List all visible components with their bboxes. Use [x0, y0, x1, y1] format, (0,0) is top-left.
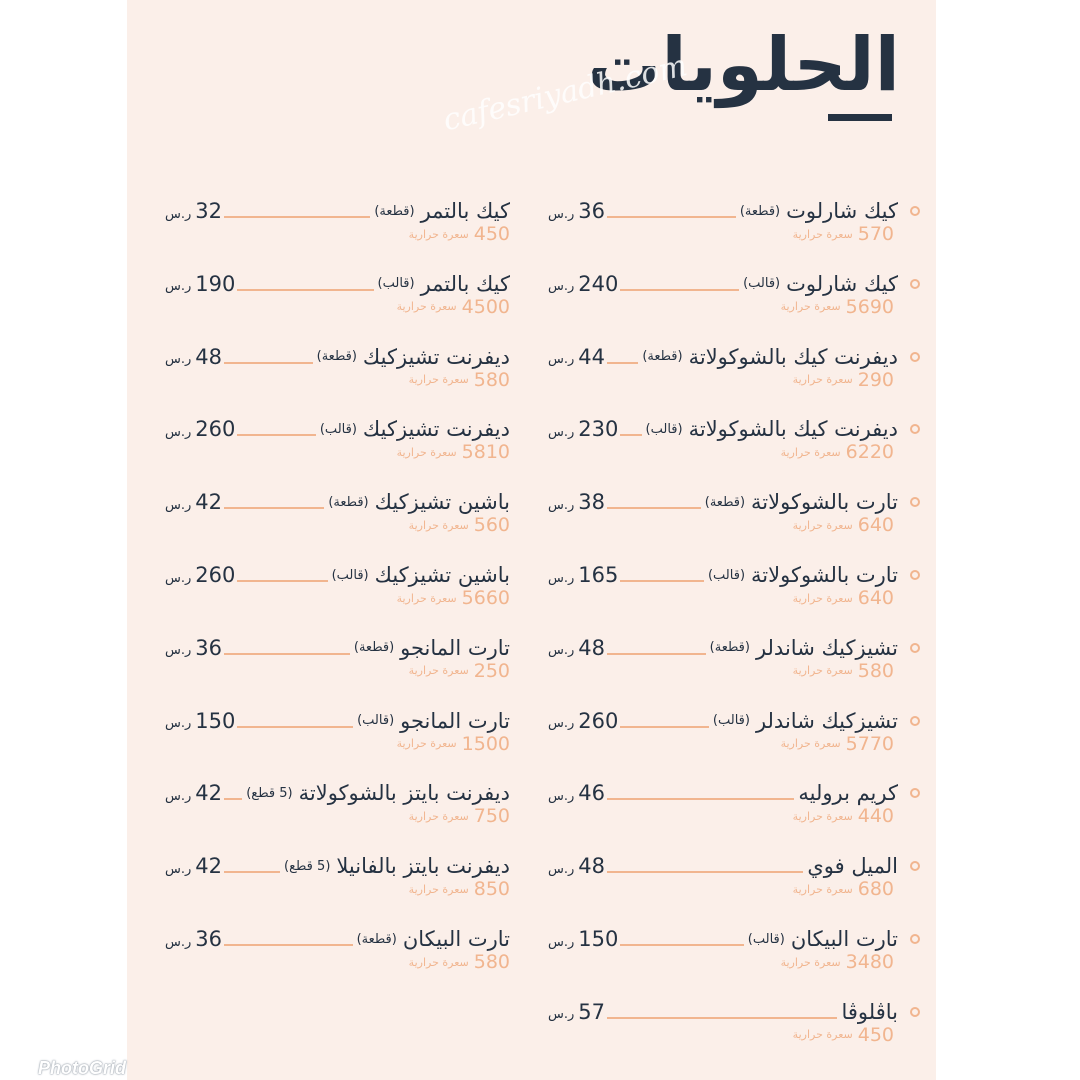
item-size: (قالب): [319, 421, 357, 437]
item-price: 260: [578, 708, 619, 733]
item-line: [165, 780, 510, 806]
currency-label: ر.س: [548, 934, 575, 950]
item-price: 190: [195, 271, 236, 296]
calorie-value: 640: [857, 514, 894, 537]
item-size: (قالب): [743, 276, 781, 292]
bullet-icon: [910, 352, 920, 362]
leader-line: [224, 362, 313, 364]
item-line: [165, 416, 510, 442]
menu-item: [165, 489, 510, 537]
currency-label: ر.س: [165, 279, 192, 295]
item-price: 48: [195, 344, 223, 369]
calorie-value: 290: [857, 368, 894, 391]
leader-line: [607, 507, 701, 509]
item-size: (قالب): [707, 567, 746, 583]
menu-item: [548, 271, 920, 319]
leader-line: [224, 798, 242, 800]
item-price: 38: [578, 490, 606, 515]
item-line: [165, 271, 510, 297]
bullet-icon: [910, 788, 920, 798]
calorie-value: 1500: [461, 732, 510, 755]
calorie-value: 5770: [845, 732, 894, 755]
calorie-label: سعرة حرارية: [408, 809, 469, 823]
item-price: 42: [195, 854, 223, 879]
menu-item: [165, 780, 510, 828]
calorie-value: 580: [473, 368, 510, 391]
item-calories: [781, 733, 894, 755]
currency-label: ر.س: [548, 206, 575, 222]
item-line: [548, 489, 920, 515]
leader-line: [607, 871, 803, 873]
bullet-icon: [910, 570, 920, 580]
item-line: [548, 562, 920, 588]
item-price: 42: [195, 781, 223, 806]
menu-item: [165, 708, 510, 756]
menu-item: [548, 780, 920, 828]
calorie-value: 6220: [845, 441, 894, 464]
item-price: 36: [578, 199, 606, 223]
item-calories: [793, 878, 894, 900]
leader-line: [620, 580, 704, 582]
item-price: 260: [195, 417, 236, 442]
item-name: ديفرنت بايتز بالشوكولاتة: [298, 781, 510, 806]
calorie-label: سعرة حرارية: [408, 227, 469, 241]
item-line: [165, 562, 510, 588]
bullet-icon: [910, 206, 920, 216]
item-calories: [781, 441, 894, 463]
calorie-value: 580: [473, 951, 510, 973]
calorie-label: سعرة حرارية: [408, 518, 469, 532]
calorie-label: سعرة حرارية: [792, 591, 853, 605]
item-line: [165, 344, 510, 370]
menu-item: [548, 344, 920, 392]
title-underline: [828, 114, 892, 121]
calorie-value: 570: [857, 223, 894, 245]
item-calories: [409, 951, 510, 973]
item-name: تارت المانجو: [400, 708, 510, 733]
item-price: 32: [195, 199, 223, 223]
calorie-label: سعرة حرارية: [792, 1028, 853, 1042]
item-calories: [409, 223, 510, 245]
item-name: تارت البيكان: [790, 927, 898, 951]
item-name: تارت البيكان: [402, 927, 510, 951]
item-name: باشين تشيزكيك: [374, 490, 510, 515]
calorie-value: 680: [857, 878, 894, 901]
menu-item: [165, 198, 510, 246]
calorie-label: سعرة حرارية: [780, 445, 841, 459]
item-name: كيك شارلوت: [786, 271, 898, 296]
page-title: الحلويات: [586, 22, 900, 108]
leader-line: [607, 1017, 837, 1019]
bullet-icon: [910, 643, 920, 653]
item-price: 240: [578, 271, 619, 296]
item-name: تشيزكيك شاندلر: [755, 708, 898, 733]
calorie-label: سعرة حرارية: [792, 518, 853, 532]
leader-line: [607, 798, 794, 800]
calorie-value: 450: [857, 1023, 894, 1046]
menu-item: [165, 562, 510, 610]
item-name: باڤلوڤا: [841, 999, 898, 1024]
item-calories: [793, 1024, 894, 1046]
menu-item: [165, 344, 510, 392]
item-price: 260: [195, 563, 236, 587]
calorie-label: سعرة حرارية: [792, 809, 853, 823]
currency-label: ر.س: [548, 643, 575, 659]
currency-label: ر.س: [165, 788, 192, 804]
currency-label: ر.س: [548, 1007, 575, 1023]
item-name: ديفرنت تشيزكيك: [362, 344, 510, 369]
calorie-label: سعرة حرارية: [396, 737, 457, 751]
item-calories: [397, 733, 510, 755]
item-line: [165, 635, 510, 661]
item-name: كيك شارلوت: [786, 199, 898, 223]
leader-line: [237, 726, 353, 728]
item-calories: [781, 951, 894, 973]
item-size: (قطعة): [316, 349, 357, 365]
item-line: [548, 271, 920, 297]
item-name: باشين تشيزكيك: [374, 563, 510, 587]
item-calories: [793, 587, 894, 609]
watermark: cafesriyadh.com: [439, 48, 691, 139]
item-calories: [793, 369, 894, 391]
calorie-value: 5660: [461, 587, 510, 609]
currency-label: ر.س: [548, 352, 575, 368]
item-size: (قالب): [712, 713, 750, 729]
item-price: 44: [578, 344, 606, 369]
item-line: [165, 926, 510, 952]
item-size: (قالب): [331, 567, 369, 583]
item-size: (قطعة): [709, 640, 750, 656]
item-calories: [397, 441, 510, 463]
item-name: تارت بالشوكولاتة: [751, 563, 898, 587]
item-size: (قالب): [357, 713, 395, 729]
currency-label: ر.س: [548, 424, 575, 440]
calorie-label: سعرة حرارية: [780, 300, 841, 314]
calorie-value: 850: [473, 878, 510, 901]
item-size: (قطعة): [642, 349, 683, 365]
item-size: (قطعة): [704, 494, 746, 510]
calorie-label: سعرة حرارية: [792, 664, 853, 678]
calorie-value: 640: [857, 587, 894, 609]
item-line: [548, 999, 920, 1025]
currency-label: ر.س: [548, 788, 575, 804]
item-price: 36: [195, 927, 223, 951]
bullet-icon: [910, 279, 920, 289]
item-name: الميل فوي: [807, 854, 898, 879]
item-calories: [409, 369, 510, 391]
item-name: كريم بروليه: [798, 781, 898, 806]
menu-item: [165, 853, 510, 901]
leader-line: [224, 507, 324, 509]
leader-line: [607, 362, 638, 364]
currency-label: ر.س: [548, 279, 575, 295]
item-line: [548, 198, 920, 224]
leader-line: [224, 871, 280, 873]
item-price: 46: [578, 781, 606, 806]
calorie-value: 750: [473, 805, 510, 828]
leader-line: [224, 944, 353, 946]
item-name: ديفرنت بايتز بالفانيلا: [336, 854, 510, 879]
currency-label: ر.س: [165, 643, 192, 659]
item-calories: [781, 296, 894, 318]
item-size: (قالب): [645, 421, 683, 437]
calorie-value: 560: [473, 514, 510, 537]
item-name: تشيزكيك شاندلر: [755, 635, 898, 660]
calorie-label: سعرة حرارية: [408, 664, 469, 678]
calorie-label: سعرة حرارية: [408, 373, 469, 387]
item-line: [165, 489, 510, 515]
item-calories: [409, 805, 510, 827]
currency-label: ر.س: [165, 861, 192, 877]
calorie-value: 450: [473, 223, 510, 245]
calorie-value: 580: [857, 659, 894, 682]
calorie-value: 250: [473, 659, 510, 682]
leader-line: [237, 580, 327, 582]
menu-item: [165, 926, 510, 974]
calorie-label: سعرة حرارية: [780, 737, 841, 751]
item-line: [548, 635, 920, 661]
calorie-label: سعرة حرارية: [408, 882, 469, 896]
currency-label: ر.س: [165, 424, 192, 440]
leader-line: [224, 653, 350, 655]
menu-panel: [127, 0, 936, 1080]
item-price: 36: [195, 635, 223, 660]
menu-item: [548, 999, 920, 1047]
item-price: 48: [578, 635, 606, 660]
leader-line: [607, 653, 706, 655]
item-calories: [397, 587, 510, 609]
menu-item: [165, 271, 510, 319]
item-size: (قطعة): [356, 931, 397, 947]
currency-label: ر.س: [165, 206, 192, 222]
item-line: [548, 708, 920, 734]
calorie-label: سعرة حرارية: [396, 300, 457, 314]
menu-item: [548, 489, 920, 537]
currency-label: ر.س: [165, 352, 192, 368]
item-name: تارت بالشوكولاتة: [751, 490, 898, 515]
item-size: (قالب): [377, 276, 415, 292]
menu-item: [548, 416, 920, 464]
menu-item: [165, 416, 510, 464]
menu-item: [548, 926, 920, 974]
calorie-label: سعرة حرارية: [792, 373, 853, 387]
currency-label: ر.س: [548, 497, 575, 513]
bullet-icon: [910, 861, 920, 871]
menu-item: [165, 635, 510, 683]
leader-line: [237, 434, 315, 436]
calorie-label: سعرة حرارية: [396, 445, 457, 459]
item-calories: [793, 660, 894, 682]
item-calories: [793, 805, 894, 827]
menu-item: [548, 708, 920, 756]
item-calories: [409, 878, 510, 900]
leader-line: [620, 434, 641, 436]
item-size: (قالب): [747, 931, 785, 947]
item-size: (قطعة): [374, 203, 415, 219]
item-name: تارت المانجو: [400, 635, 510, 660]
item-line: [165, 708, 510, 734]
item-calories: [793, 514, 894, 536]
item-size: (5 قطع): [246, 785, 293, 801]
calorie-label: سعرة حرارية: [792, 882, 853, 896]
currency-label: ر.س: [165, 570, 192, 586]
item-size: (قطعة): [739, 203, 781, 219]
calorie-label: سعرة حرارية: [792, 227, 853, 241]
item-calories: [409, 660, 510, 682]
bullet-icon: [910, 424, 920, 434]
item-price: 230: [578, 417, 619, 442]
item-line: [548, 344, 920, 370]
bullet-icon: [910, 934, 920, 944]
leader-line: [237, 289, 373, 291]
item-name: ديفرنت كيك بالشوكولاتة: [688, 417, 898, 442]
item-calories: [397, 296, 510, 318]
item-calories: [409, 514, 510, 536]
item-size: (قطعة): [328, 494, 369, 510]
currency-label: ر.س: [165, 934, 192, 950]
calorie-label: سعرة حرارية: [408, 955, 469, 969]
calorie-value: 3480: [845, 951, 894, 973]
item-line: [165, 853, 510, 879]
bullet-icon: [910, 497, 920, 507]
currency-label: ر.س: [165, 716, 192, 732]
item-price: 150: [195, 708, 236, 733]
currency-label: ر.س: [548, 570, 575, 586]
item-line: [548, 416, 920, 442]
menu-item: [548, 562, 920, 610]
leader-line: [620, 944, 743, 946]
bullet-icon: [910, 1007, 920, 1017]
bullet-icon: [910, 716, 920, 726]
currency-label: ر.س: [548, 861, 575, 877]
item-name: ديفرنت كيك بالشوكولاتة: [688, 344, 898, 369]
photogrid-badge: PhotoGrid: [38, 1058, 126, 1078]
calorie-label: سعرة حرارية: [780, 955, 841, 969]
item-size: (قطعة): [353, 640, 395, 656]
item-price: 48: [578, 854, 606, 879]
item-price: 165: [578, 563, 619, 587]
item-name: كيك بالتمر: [420, 199, 510, 223]
item-price: 42: [195, 490, 223, 515]
menu-item: [548, 198, 920, 246]
currency-label: ر.س: [165, 497, 192, 513]
item-line: [165, 198, 510, 224]
item-name: كيك بالتمر: [420, 271, 510, 296]
item-line: [548, 926, 920, 952]
menu-item: [548, 635, 920, 683]
leader-line: [224, 216, 370, 218]
currency-label: ر.س: [548, 716, 575, 732]
item-price: 57: [578, 999, 606, 1024]
item-price: 150: [578, 927, 619, 951]
calorie-value: 4500: [461, 295, 510, 318]
calorie-value: 440: [857, 805, 894, 828]
calorie-value: 5810: [461, 441, 510, 464]
leader-line: [620, 726, 709, 728]
item-line: [548, 853, 920, 879]
menu-item: [548, 853, 920, 901]
calorie-value: 5690: [845, 295, 894, 318]
leader-line: [620, 289, 739, 291]
item-calories: [793, 223, 894, 245]
calorie-label: سعرة حرارية: [396, 591, 457, 605]
leader-line: [607, 216, 736, 218]
item-name: ديفرنت تشيزكيك: [362, 417, 510, 442]
item-size: (5 قطع): [284, 858, 331, 874]
item-line: [548, 780, 920, 806]
